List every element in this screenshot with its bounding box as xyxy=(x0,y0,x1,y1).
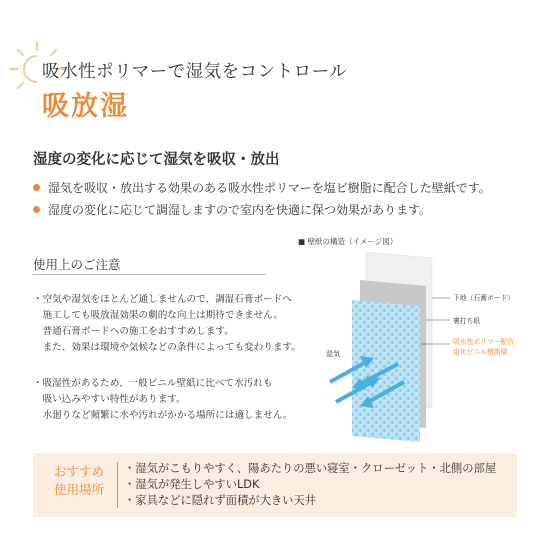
caution-note-line: 普通石膏ボードへの施工をおすすめします。 xyxy=(33,326,234,337)
bullet-text: 湿度の変化に応じて調湿しますので室内を快適に保つ効果があります。 xyxy=(48,203,432,217)
bullet-dot-icon xyxy=(33,184,40,191)
recommend-divider xyxy=(117,462,118,508)
recommend-label-line: 使用場所 xyxy=(53,482,104,497)
caution-note-line: また、効果は環境や気候などの条件によっても変わります。 xyxy=(33,342,301,353)
caution-note xyxy=(33,292,301,356)
caution-note-line: ・吸湿性があるため、一般ビニル壁紙に比べて水汚れも xyxy=(33,378,273,389)
bullet-dot-icon xyxy=(33,206,40,213)
caution-note-line: 水廻りなど頻繁に水や汚れがかかる場所には適しません。 xyxy=(33,410,293,421)
recommend-item: ・家具などに隠れず面積が大きい天井 xyxy=(124,494,317,507)
caution-title: 使用上のご注意 xyxy=(33,257,121,272)
caution-divider xyxy=(33,274,266,275)
page-title: 吸放湿 xyxy=(42,91,129,122)
page-subtitle: 吸水性ポリマーで湿気をコントロール xyxy=(42,62,348,82)
feature-bullet xyxy=(33,179,491,196)
caution-note-line: ・空気や湿気をほとんど通しませんので、調湿石膏ボードへ xyxy=(33,294,292,305)
diagram-title: ■ 壁紙の構造（イメージ図） xyxy=(298,237,398,246)
recommend-item: ・湿気がこもりやすく、陽あたりの悪い寝室・クローゼット・北側の部屋 xyxy=(124,462,497,475)
recommend-item: ・湿気が発生しやすいLDK xyxy=(124,478,260,491)
recommend-label xyxy=(48,463,110,499)
caution-note-line: 吸い込みやすい特性があります。 xyxy=(33,394,186,405)
label-backing: 裏打ち紙 xyxy=(453,317,481,325)
recommend-label-line: おすすめ xyxy=(53,464,105,479)
label-polymer: 塩化ビニル樹脂層 xyxy=(453,348,508,356)
wallpaper-structure-diagram xyxy=(290,232,550,454)
feature-bullet xyxy=(33,201,431,218)
label-polymer: 吸水性ポリマー配合 xyxy=(453,338,515,346)
caution-note-line: 施工しても吸放湿効果の劇的な向上は期待できません。 xyxy=(33,310,284,321)
label-base: 下地（石膏ボード） xyxy=(453,294,515,302)
bullet-text: 湿気を吸収・放出する効果のある吸水性ポリマーを塩ビ樹脂に配合した壁紙です。 xyxy=(48,181,491,195)
section-heading: 湿度の変化に応じて湿気を吸収・放出 xyxy=(33,152,280,168)
caution-note xyxy=(33,376,293,424)
label-moisture: 湿気 xyxy=(326,350,340,358)
